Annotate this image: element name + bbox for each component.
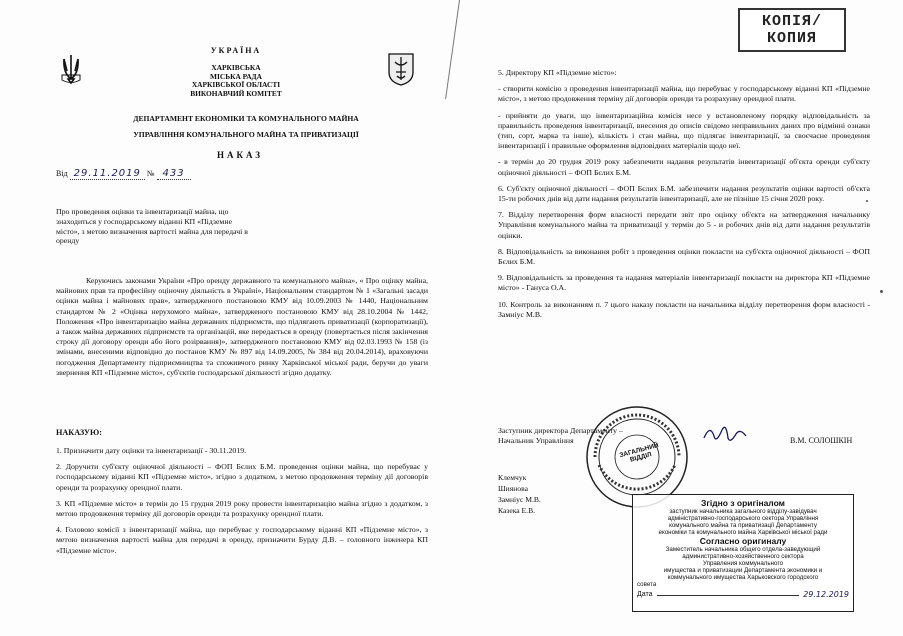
order-item: 4. Головою комісії з інвентаризації майна, що перебуває у господарському віданні КП «Підземне місто», з метою визначення вартості майна для передачі в оренду, призначити Бурду Д.В. – головного інженера КП «Підземне місто». (56, 525, 428, 555)
handwritten-date: 29.11.2019 (70, 168, 145, 180)
stamp-line: адміністративно-господарського сектора Управління (667, 515, 819, 522)
certified-copy-stamp (632, 494, 854, 612)
date-number-line (56, 168, 191, 179)
stamp-line: Заместитель начальника общего отдела-заведующий (665, 546, 821, 553)
signatory-title: Начальник Управління (498, 436, 574, 445)
scan-artifact-dot (866, 200, 868, 202)
signatory-title: Заступник директора Департаменту – (498, 426, 623, 435)
scan-artifact-line (445, 0, 460, 99)
order-item: 5. Директору КП «Підземне місто»: (498, 68, 617, 77)
order-subject: Про проведення оцінки та інвентаризації майна, що знаходиться у господарському віданні КП «Підземне місто», з метою визначення вартості майна для передачі в оренду (56, 207, 248, 246)
stamp-line: економіки та комунального майна Харківської міської ради (658, 529, 828, 536)
copy-stamp-line: КОПИЯ (766, 30, 817, 47)
scan-artifact-dot (880, 290, 883, 293)
executor-name: Казека Е.В. (498, 506, 536, 515)
order-item: 2. Доручити суб'єкту оціночної діяльності – ФОП Бєлих Б.М. проведення оцінки майна, що перебуває у господарському віданні КП «Підземне місто», згідно з додатком, з метою продовження терміну дії договорів оренди та розрахунку орендної плати. (56, 462, 428, 492)
date-prefix: Від (56, 169, 68, 178)
order-items-right (498, 68, 870, 326)
copy-stamp-line: КОПІЯ/ (761, 13, 822, 30)
executor-name: Шиянова (498, 484, 528, 493)
department-block (86, 114, 406, 139)
executor-name: Клемчук (498, 473, 527, 482)
stamp-line: административно-хозяйственного сектора (682, 553, 804, 560)
order-item: 1. Призначити дату оцінки та інвентаризації - 30.11.2019. (56, 446, 247, 455)
number-prefix: № (146, 169, 155, 178)
trident-emblem-icon (60, 53, 82, 85)
directorate-name: УПРАВЛІННЯ КОМУНАЛЬНОГО МАЙНА ТА ПРИВАТИЗАЦІЇ (133, 130, 359, 139)
order-heading: НАКАЗУЮ: (56, 428, 102, 437)
order-item: 3. КП «Підземне місто» в термін до 15 грудня 2019 року провести інвентаризацію майна згідно з додатком, з метою продовження терміну дії договорів оренди та розрахунку орендної плати. (56, 498, 428, 519)
city-crest-icon (387, 52, 415, 86)
stamp-title-ru: Согласно оригиналу (699, 536, 787, 546)
stamp-date-label: Дата (637, 591, 653, 598)
stamp-date-row (637, 591, 849, 598)
stamp-line: комунального майна та приватизації Департаменту (669, 522, 817, 529)
stamp-line: заступник начальника загального відділу-завідувач (669, 508, 817, 515)
department-name: ДЕПАРТАМЕНТ ЕКОНОМІКИ ТА КОМУНАЛЬНОГО МАЙНА (133, 114, 359, 123)
stamp-handwritten-date: 29.12.2019 (803, 590, 849, 599)
handwritten-signature-icon (700, 420, 750, 450)
order-item: - прийняти до уваги, що інвентаризаційна комісія несе у встановленому порядку відповідальність за правильність проведення інвентаризації, внесення до описів свідомо неправильних даних про відмінні ознаки (тип, сорт, марка та інше), кількість і стан майна, що підлягає інвентаризації, за своєчасне проведення інвентаризації і правильне оформлення відповідних матеріалів щодо неї. (498, 110, 870, 151)
authority-line: ХАРКІВСЬКОЇ ОБЛАСТІ (191, 80, 281, 90)
document-type: НАКАЗ (216, 150, 264, 160)
order-items-left (56, 446, 428, 562)
executor-name: Замніус М.В. (498, 495, 541, 504)
stamp-title: Згідно з оригіналом (701, 498, 785, 508)
stamp-line: коммунального имущества Харьковского городского (667, 574, 819, 581)
order-item: - в термін до 20 грудня 2019 року забезпечити надання результатів інвентаризації об'єкта оренди суб'єкту оціночної діяльності – ФОП Бєлих Б.М. (498, 157, 870, 177)
order-item: 8. Відповідальність за виконання робіт з проведення оцінки покласти на суб'єкта оціночної діяльності – ФОП Бєлих Б.М. (498, 246, 870, 267)
authority-line: ХАРКІВСЬКА (211, 63, 261, 72)
copy-stamp (738, 8, 846, 52)
order-item: 7. Відділу перетворення форм власності передати звіт про оцінку об'єкта на затвердження начальнику Управління комунального майна та приватизації у термін до 5 - и робочих днів від дати надання результатів оцінки. (498, 210, 870, 240)
handwritten-number: 433 (157, 168, 191, 180)
order-item: 6. Суб'єкту оціночної діяльності – ФОП Бєлих Б.М. забезпечити надання результатів оцінки вартості об'єкта 15-ти робочих днів від дати надання результатів інвентаризації, але не пізніше 15 січня 2020 року. (498, 183, 870, 204)
authority-line: ВИКОНАВЧИЙ КОМІТЕТ (190, 88, 282, 98)
stamp-date-line (657, 591, 800, 596)
executors-list (498, 472, 541, 516)
authority-line: МІСЬКА РАДА (210, 71, 262, 81)
order-item: 9. Відповідальність за проведення та надання матеріалів інвентаризації покласти на директора КП «Підземне місто» - Гануса О.А. (498, 273, 870, 293)
order-item: 10. Контроль за виконанням п. 7 цього наказу покласти на начальника відділу перетворення форм власності - Замніус М.В. (498, 299, 870, 319)
order-item: - створити комісію з проведення інвентаризації майна, що перебуває у господарському віданні КП «Підземне місто», з метою продовження терміну дії договорів оренди та розрахунку орендної плати. (498, 84, 870, 104)
signatory-name: В.М. СОЛОШКІН (790, 436, 853, 445)
stamp-line: совета (637, 581, 657, 588)
round-stamp-text: ЗАГАЛЬНИЙ ВІДДІЛ (618, 442, 660, 464)
authority-block (150, 64, 322, 98)
preamble-paragraph: Керуючись законами України «Про оренду державного та комунального майна», « Про оцінку майна, майнових прав та професійну оціночну діяльність в Україні», Національним стандартом № 1 «Загальні засади оцінки майна і майнових прав», затвердженого постановою КМУ від 10.09.2003 № 1440, Національним стандартом № 2 «Оцінка нерухомого майна», затвердженого постановою КМУ від 28.10.2004 № 1442, Положення «Про інвентаризацію майна державних підприємств, що підлягають приватизації (корпоратизації), а також майна державних підприємств та організацій, яке передається в оренду (повертається після закінчення строку дії договору оренди або його розірвання)», затвердженого постановою КМУ від 02.03.1993 № 158 (із змінами, внесеними відповідно до постанов КМУ № 897 від 14.09.2005, № 384 від 20.04.2014), враховуючи погодження Департаменту підприємництва та споживчого ринку Харківської міської ради, беручи до уваги звернення КП «Підземне місто», суб'єктів господарської діяльності згідно додатку. (56, 276, 428, 377)
stamp-line: Управления коммунального (702, 560, 784, 567)
country-label: УКРАЇНА (210, 46, 262, 55)
stamp-line: имущества и приватизации Департамента экономики и (663, 567, 823, 574)
